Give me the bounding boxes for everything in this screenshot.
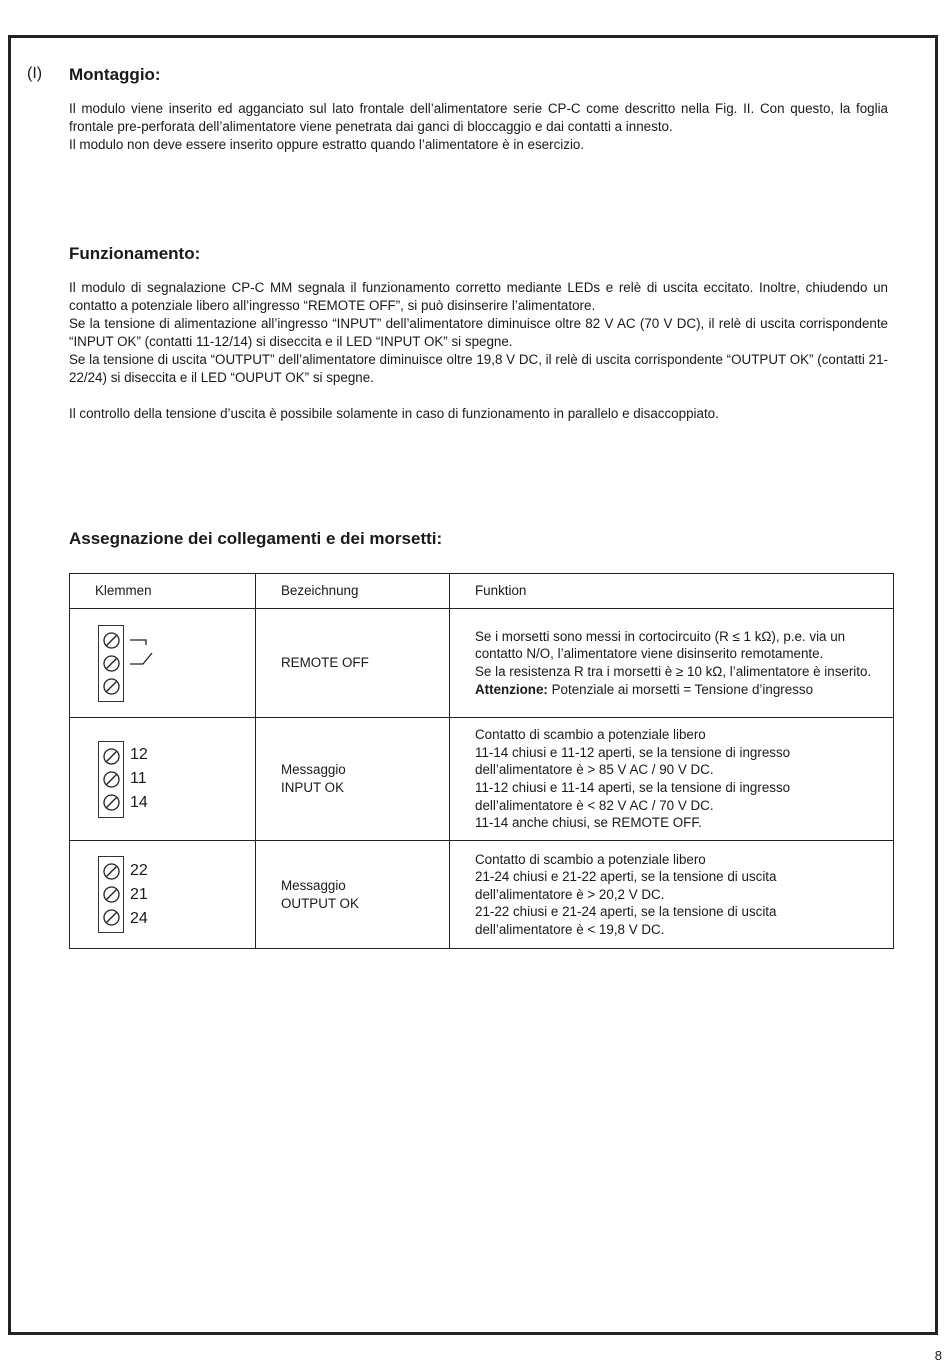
montaggio-paragraph: Il modulo viene inserito ed agganciato sul lato frontale dell’alimentatore serie CP-C come descritto nella Fig. II. Con questo, la foglia frontale pre-perforata dell’alimentatore viene penetrata dai ganci di bloccaggio e dai contatti a innesto. bbox=[69, 101, 888, 134]
designation-cell bbox=[256, 718, 450, 841]
page-number: 8 bbox=[934, 1348, 942, 1363]
function-cell bbox=[450, 609, 894, 718]
table-row bbox=[70, 609, 894, 718]
designation-line: Messaggio bbox=[281, 762, 346, 778]
screw-terminal-icon bbox=[103, 794, 120, 811]
table-header-row bbox=[70, 574, 894, 609]
terminal-cell bbox=[70, 609, 256, 718]
funzionamento-text bbox=[69, 279, 888, 423]
montaggio-paragraph: Il modulo non deve essere inserito oppure estratto quando l’alimentatore è in esercizio. bbox=[69, 137, 585, 152]
function-line: contatto N/O, l’alimentatore viene disinserito remotamente. bbox=[475, 646, 824, 662]
terminal-block bbox=[98, 856, 124, 933]
terminal-diagram-output-ok bbox=[98, 856, 255, 933]
designation-line: Messaggio bbox=[281, 877, 346, 893]
funzionamento-paragraph: Il controllo della tensione d’uscita è possibile solamente in caso di funzionamento in parallelo e disaccoppiato. bbox=[69, 406, 719, 421]
header-klemmen: Klemmen bbox=[70, 574, 256, 609]
terminal-block bbox=[98, 741, 124, 818]
terminal-number: 24 bbox=[130, 909, 148, 927]
funzionamento-paragraph: Se la tensione di alimentazione all’ingresso “INPUT” dell’alimentatore diminuisce oltre 82 V AC (70 V DC), il relè di uscita corrispondente “INPUT OK” (contatti 11-12/14) si diseccita e il LED “INPUT OK” si spegne. bbox=[69, 316, 888, 349]
terminal-number: 11 bbox=[130, 770, 147, 787]
screw-terminal-icon bbox=[103, 863, 120, 880]
designation-line: OUTPUT OK bbox=[281, 895, 359, 911]
function-cell bbox=[450, 841, 894, 949]
designation-cell bbox=[256, 609, 450, 718]
screw-terminal-icon bbox=[103, 909, 120, 926]
function-line: Se i morsetti sono messi in cortocircuito (R ≤ 1 kΩ), p.e. via un bbox=[475, 628, 846, 644]
terminal-diagram-remote-off bbox=[98, 623, 255, 703]
terminal-number: 14 bbox=[130, 794, 148, 811]
screw-terminal-icon bbox=[103, 886, 120, 903]
function-line: dell’alimentatore è < 19,8 V DC. bbox=[475, 921, 665, 937]
warning-text: Potenziale ai morsetti = Tensione d’ingresso bbox=[547, 681, 814, 697]
designation-cell bbox=[256, 841, 450, 949]
screw-terminal-icon bbox=[103, 748, 120, 765]
screw-terminal-icon bbox=[103, 771, 120, 788]
function-cell bbox=[450, 718, 894, 841]
function-line: Se la resistenza R tra i morsetti è ≥ 10 kΩ, l’alimentatore è inserito. bbox=[475, 664, 872, 679]
terminal-cell bbox=[70, 841, 256, 949]
function-line: dell’alimentatore è < 82 V AC / 70 V DC. bbox=[475, 797, 714, 813]
header-funktion: Funktion bbox=[450, 574, 894, 609]
function-line: 21-22 chiusi e 21-24 aperti, se la tensione di uscita bbox=[475, 904, 777, 920]
terminal-diagram-input-ok bbox=[98, 741, 255, 818]
funzionamento-paragraph: Se la tensione di uscita “OUTPUT” dell’alimentatore diminuisce oltre 19,8 V DC, il relè di uscita corrispondente “OUTPUT OK” (contatti 21-22/24) si diseccita e il LED “OUPUT OK” si spegne. bbox=[69, 352, 888, 385]
terminal-number: 21 bbox=[130, 885, 148, 903]
designation-line: REMOTE OFF bbox=[281, 655, 369, 671]
terminal-number: 12 bbox=[130, 746, 148, 763]
terminal-cell bbox=[70, 718, 256, 841]
funzionamento-paragraph: Il modulo di segnalazione CP-C MM segnala il funzionamento corretto mediante LEDs e relè di uscita eccitato. Inoltre, chiudendo un contatto a potenziale libero all’ingresso “REMOTE OFF”, si può disinserire l’alimentatore. bbox=[69, 280, 888, 313]
function-line: 11-14 chiusi e 11-12 aperti, se la tensione di ingresso bbox=[475, 744, 791, 760]
function-line: 21-24 chiusi e 21-22 aperti, se la tensione di uscita bbox=[475, 869, 777, 885]
screw-terminal-icon bbox=[103, 678, 120, 695]
table-row bbox=[70, 718, 894, 841]
montaggio-text bbox=[69, 100, 888, 154]
function-line: dell’alimentatore è > 20,2 V DC. bbox=[475, 886, 665, 902]
terminal-block bbox=[98, 625, 124, 702]
section-title-funzionamento: Funzionamento: bbox=[69, 244, 201, 263]
warning-label: Attenzione: bbox=[475, 681, 548, 697]
function-line: Contatto di scambio a potenziale libero bbox=[475, 727, 706, 743]
function-line: 11-12 chiusi e 11-14 aperti, se la tensione di ingresso bbox=[475, 780, 791, 795]
function-line: 11-14 anche chiusi, se REMOTE OFF. bbox=[475, 815, 702, 831]
function-warning bbox=[475, 681, 883, 699]
screw-terminal-icon bbox=[103, 632, 120, 649]
section-title-montaggio: Montaggio: bbox=[69, 65, 161, 84]
switch-contact-icon bbox=[128, 623, 158, 703]
designation-line: INPUT OK bbox=[281, 780, 344, 795]
language-marker: (I) bbox=[27, 65, 43, 82]
terminal-table bbox=[69, 573, 894, 949]
section-title-assegnazione: Assegnazione dei collegamenti e dei morsetti: bbox=[69, 529, 443, 548]
header-bezeichnung: Bezeichnung bbox=[256, 574, 450, 609]
table-row bbox=[70, 841, 894, 949]
screw-terminal-icon bbox=[103, 655, 120, 672]
terminal-number: 22 bbox=[130, 861, 148, 879]
terminal-numbers bbox=[130, 743, 148, 815]
function-line: dell’alimentatore è > 85 V AC / 90 V DC. bbox=[475, 762, 714, 778]
terminal-numbers bbox=[130, 859, 148, 931]
function-line: Contatto di scambio a potenziale libero bbox=[475, 851, 706, 867]
